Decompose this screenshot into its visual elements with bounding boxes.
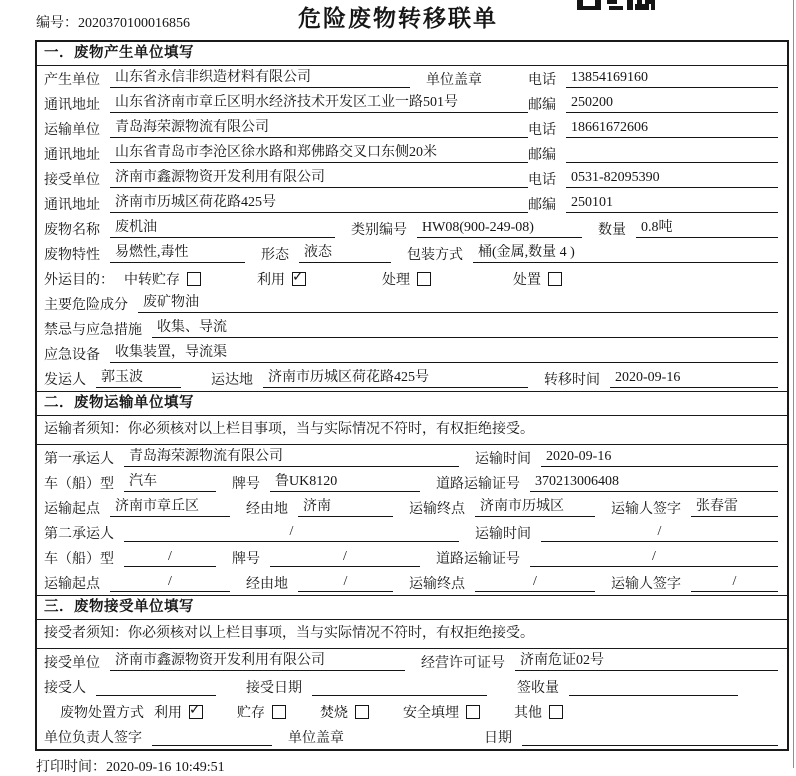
shipper-value: 郭玉波 [96, 369, 181, 388]
row-route-1 [37, 495, 787, 520]
producer-unit-value: 山东省永信非织造材料有限公司 [110, 69, 410, 88]
responsible-sign-value [152, 727, 272, 746]
plate-no-2-label: 牌号 [232, 551, 260, 567]
vehicle-type-1-value: 汽车 [124, 473, 216, 492]
receiver-unit-label: 接受单位 [44, 172, 100, 188]
purpose-dispose-label: 处置 [513, 272, 541, 288]
checkbox-utilize [292, 272, 306, 286]
producer-phone-group [528, 69, 778, 89]
carrier-sign-1-value: 张春雷 [691, 498, 778, 517]
disposal-option-landfill [403, 702, 480, 722]
disposal-option-incinerate [320, 702, 369, 722]
recipient-value [96, 677, 216, 696]
responsible-sign-label: 单位负责人签字 [44, 730, 142, 746]
carrier-sign-2-value: / [691, 573, 778, 592]
disposal-method-label: 废物处置方式 [60, 705, 144, 721]
via-1-value: 济南 [298, 498, 393, 517]
destination-value: 济南市历城区荷花路425号 [263, 369, 528, 388]
producer-zip-label: 邮编 [528, 97, 556, 113]
main-hazard-value: 废矿物油 [138, 294, 778, 313]
transporter-phone-label: 电话 [528, 122, 556, 138]
section-2-header: 二．废物运输单位填写 [37, 391, 787, 416]
producer-address-value: 山东省济南市章丘区明水经济技术开发区工业一路501号 [110, 94, 528, 113]
transporter-address-value: 山东省青岛市李沧区徐水路和郑佛路交叉口东侧20米 [110, 144, 528, 163]
purpose-option-transfer-storage [124, 269, 201, 289]
plate-no-2-value: / [270, 548, 420, 567]
receiver-zip-value: 250101 [566, 194, 778, 213]
receiver-address-value: 济南市历城区荷花路425号 [110, 194, 528, 213]
purpose-transfer-storage-label: 中转贮存 [124, 272, 180, 288]
receiving-unit-label: 接受单位 [44, 655, 100, 671]
transporter-notice: 运输者须知：你必须核对以上栏目事项，当与实际情况不符时，有权拒绝接受。 [37, 416, 787, 445]
waste-traits-value: 易燃性,毒性 [110, 244, 245, 263]
purpose-utilize-label: 利用 [257, 272, 285, 288]
receive-date-value [312, 677, 487, 696]
receiver-address-label: 通讯地址 [44, 197, 100, 213]
document-header [0, 0, 796, 40]
shipper-label: 发运人 [44, 372, 86, 388]
unit-seal-label: 单位盖章 [426, 72, 482, 88]
row-receiver-unit [37, 166, 787, 191]
received-amount-value [569, 677, 738, 696]
receiver-phone-label: 电话 [528, 172, 556, 188]
serial-label: 编号： [36, 16, 78, 31]
serial-value: 2020370100016856 [78, 16, 190, 31]
print-time-value: 2020-09-16 10:49:51 [106, 760, 225, 775]
disposal-option-utilize [154, 702, 203, 722]
checkbox-transfer-storage [187, 272, 201, 286]
main-hazard-label: 主要危险成分 [44, 297, 128, 313]
receiver-unit-value: 济南市鑫源物资开发利用有限公司 [110, 169, 528, 188]
transport-time-1-label: 运输时间 [475, 451, 531, 467]
dest-1-value: 济南市历城区 [475, 498, 595, 517]
road-permit-1-value: 370213006408 [530, 473, 778, 492]
checkbox-disposal-utilize [189, 705, 203, 719]
transport-time-2-value: / [541, 523, 778, 542]
first-carrier-label: 第一承运人 [44, 451, 114, 467]
origin-1-label: 运输起点 [44, 501, 100, 517]
vehicle-type-1-label: 车（船）型 [44, 476, 114, 492]
dest-1-label: 运输终点 [409, 501, 465, 517]
row-route-2 [37, 570, 787, 595]
row-transporter-address [37, 141, 787, 166]
transport-time-1-value: 2020-09-16 [541, 448, 778, 467]
checkbox-disposal-store [272, 705, 286, 719]
row-producer-unit [37, 66, 787, 91]
checkbox-treat [417, 272, 431, 286]
packaging-value: 桶(金属,数量 4 ) [473, 244, 778, 263]
row-main-hazard [37, 291, 787, 316]
transporter-zip-group [528, 144, 778, 164]
disposal-utilize-label: 利用 [154, 705, 182, 721]
checkbox-disposal-landfill [466, 705, 480, 719]
packaging-label: 包装方式 [407, 247, 463, 263]
origin-1-value: 济南市章丘区 [110, 498, 230, 517]
receive-date-label: 接受日期 [246, 680, 302, 696]
row-waste-name [37, 216, 787, 241]
road-permit-2-value: / [530, 548, 778, 567]
row-responsible-signature [37, 724, 787, 749]
section-3-header: 三．废物接受单位填写 [37, 595, 787, 620]
row-first-carrier [37, 445, 787, 470]
transporter-phone-group [528, 119, 778, 139]
manifest-form [35, 40, 789, 751]
producer-zip-value: 250200 [566, 94, 778, 113]
origin-2-label: 运输起点 [44, 576, 100, 592]
second-carrier-value: / [124, 523, 459, 542]
transfer-purpose-label: 外运目的： [44, 272, 114, 288]
scan-edge-artifact [793, 0, 794, 768]
emergency-equipment-value: 收集装置，导流渠 [110, 344, 778, 363]
producer-zip-group [528, 94, 778, 114]
checkbox-dispose [548, 272, 562, 286]
plate-no-1-value: 鲁UK8120 [270, 473, 420, 492]
received-amount-label: 签收量 [517, 680, 559, 696]
waste-form-label: 形态 [261, 247, 289, 263]
row-receiving-unit [37, 649, 787, 674]
disposal-option-other [514, 702, 563, 722]
disposal-store-label: 贮存 [237, 705, 265, 721]
transporter-unit-label: 运输单位 [44, 122, 100, 138]
section-transporter [37, 391, 787, 595]
via-2-label: 经由地 [246, 576, 288, 592]
contraindication-value: 收集、导流 [152, 319, 778, 338]
section-producer [37, 42, 787, 391]
receiver-phone-value: 0531-82095390 [566, 169, 778, 188]
row-recipient [37, 674, 787, 699]
carrier-sign-2-label: 运输人签字 [611, 576, 681, 592]
purpose-treat-label: 处理 [382, 272, 410, 288]
row-shipper [37, 366, 787, 391]
row-contraindication [37, 316, 787, 341]
receive-sign-date-label: 日期 [484, 730, 512, 746]
row-waste-traits [37, 241, 787, 266]
disposal-landfill-label: 安全填埋 [403, 705, 459, 721]
transporter-address-label: 通讯地址 [44, 147, 100, 163]
receiver-phone-group [528, 169, 778, 189]
vehicle-type-2-value: / [124, 548, 216, 567]
row-receiver-address [37, 191, 787, 216]
road-permit-1-label: 道路运输证号 [436, 476, 520, 492]
second-carrier-label: 第二承运人 [44, 526, 114, 542]
disposal-option-store [237, 702, 286, 722]
license-no-value: 济南危证02号 [515, 652, 778, 671]
transfer-time-label: 转移时间 [544, 372, 600, 388]
receiver-zip-group [528, 194, 778, 214]
transport-time-2-label: 运输时间 [475, 526, 531, 542]
dest-2-value: / [475, 573, 595, 592]
via-1-label: 经由地 [246, 501, 288, 517]
transporter-unit-value: 青岛海荣源物流有限公司 [110, 119, 528, 138]
waste-form-value: 液态 [299, 244, 391, 263]
checkbox-disposal-incinerate [355, 705, 369, 719]
row-vehicle-2 [37, 545, 787, 570]
document-title: 危险废物转移联单 [298, 6, 498, 31]
disposal-incinerate-label: 焚烧 [320, 705, 348, 721]
row-emergency-equipment [37, 341, 787, 366]
row-vehicle-1 [37, 470, 787, 495]
checkbox-disposal-other [549, 705, 563, 719]
contraindication-label: 禁忌与应急措施 [44, 322, 142, 338]
purpose-option-dispose [513, 269, 562, 289]
carrier-sign-1-label: 运输人签字 [611, 501, 681, 517]
via-2-value: / [298, 573, 393, 592]
row-producer-address [37, 91, 787, 116]
recipient-label: 接受人 [44, 680, 86, 696]
waste-name-label: 废物名称 [44, 222, 100, 238]
license-no-label: 经营许可证号 [421, 655, 505, 671]
transfer-time-value: 2020-09-16 [610, 369, 778, 388]
purpose-option-utilize [257, 269, 306, 289]
row-disposal-method [37, 699, 787, 724]
producer-phone-label: 电话 [528, 72, 556, 88]
producer-address-label: 通讯地址 [44, 97, 100, 113]
transporter-zip-label: 邮编 [528, 147, 556, 163]
category-no-value: HW08(900-249-08) [417, 219, 582, 238]
disposal-other-label: 其他 [514, 705, 542, 721]
road-permit-2-label: 道路运输证号 [436, 551, 520, 567]
receiver-unit-seal-label: 单位盖章 [288, 730, 344, 746]
receiver-notice: 接受者须知：你必须核对以上栏目事项，当与实际情况不符时，有权拒绝接受。 [37, 620, 787, 649]
waste-traits-label: 废物特性 [44, 247, 100, 263]
producer-phone-value: 13854169160 [566, 69, 778, 88]
dest-2-label: 运输终点 [409, 576, 465, 592]
section-receiver [37, 595, 787, 749]
row-transporter-unit [37, 116, 787, 141]
first-carrier-value: 青岛海荣源物流有限公司 [124, 448, 459, 467]
waste-name-value: 废机油 [110, 219, 335, 238]
origin-2-value: / [110, 573, 230, 592]
producer-unit-label: 产生单位 [44, 72, 100, 88]
emergency-equipment-label: 应急设备 [44, 347, 100, 363]
plate-no-1-label: 牌号 [232, 476, 260, 492]
row-transfer-purpose [37, 266, 787, 291]
category-no-label: 类别编号 [351, 222, 407, 238]
qr-code-fragment-icon [577, 0, 655, 10]
purpose-option-treat [382, 269, 431, 289]
transporter-phone-value: 18661672606 [566, 119, 778, 138]
quantity-label: 数量 [598, 222, 626, 238]
transporter-zip-value [566, 144, 778, 163]
receive-sign-date-value [522, 727, 778, 746]
destination-label: 运达地 [211, 372, 253, 388]
print-time-label: 打印时间： [36, 760, 106, 775]
vehicle-type-2-label: 车（船）型 [44, 551, 114, 567]
receiving-unit-value: 济南市鑫源物资开发利用有限公司 [110, 652, 405, 671]
print-time-line [36, 756, 796, 776]
receiver-zip-label: 邮编 [528, 197, 556, 213]
section-1-header: 一．废物产生单位填写 [37, 42, 787, 66]
row-second-carrier [37, 520, 787, 545]
quantity-value: 0.8吨 [636, 219, 778, 238]
